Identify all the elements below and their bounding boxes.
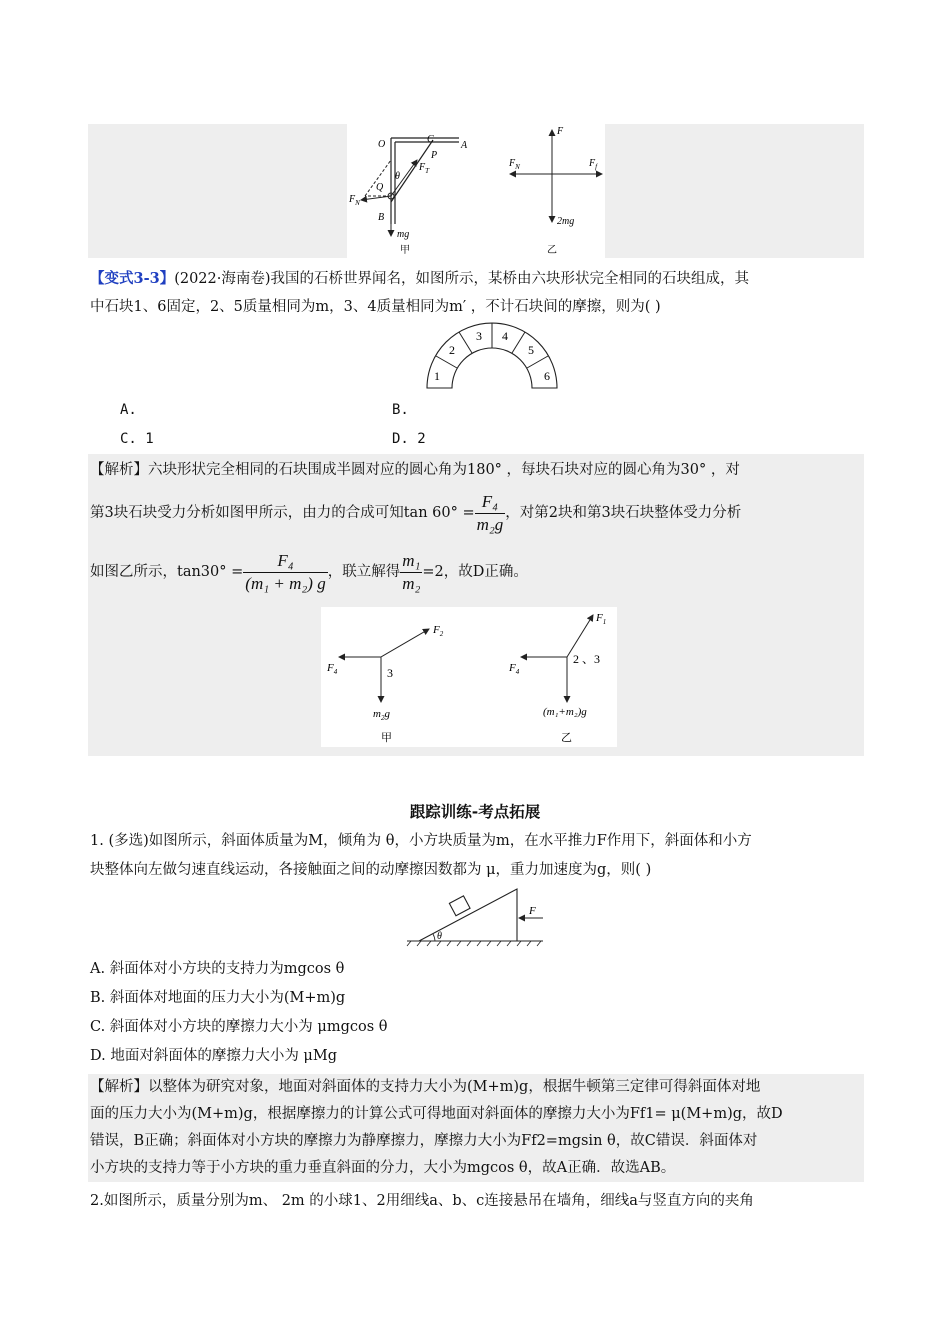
q1-line-1: 1. (多选)如图所示，斜面体质量为M，倾角为 θ，小方块质量为m，在水平推力F作用下，斜面体和小方 [90, 833, 752, 849]
variant-line-1 [90, 268, 865, 290]
analysis-1-text-3c: =2，故D正确。 [422, 564, 528, 580]
stone-3: 3 [476, 329, 482, 343]
analysis-1-text-2b: ，对第2块和第3块石块整体受力分析 [505, 505, 742, 521]
label-theta: θ [395, 171, 400, 182]
stone-1: 1 [434, 369, 440, 383]
label-m2g: $m_2g$ [373, 708, 390, 722]
option-d: D. 2 [392, 431, 426, 447]
label-P: P [431, 150, 438, 161]
option-a: A. [120, 402, 137, 418]
label-theta-incline: θ [437, 931, 442, 942]
q1-option-c: C. 斜面体对小方块的摩擦力大小为 μmgcos θ [90, 1019, 388, 1035]
label-stones-2-3: 2 、3 [573, 652, 601, 666]
q1-option-b: B. 斜面体对地面的压力大小为(M+m)g [90, 990, 346, 1006]
q2-line-1: 2.如图所示，质量分别为m、 2m 的小球1、2用细线a、b、c连接悬吊在墙角，细线a与竖直方向的夹角 [90, 1193, 754, 1209]
label-2mg: 2mg [557, 216, 575, 227]
force-diagrams-stones [321, 607, 617, 747]
label-F2: $F_2$ [433, 624, 444, 638]
q1-option-d: D. 地面对斜面体的摩擦力大小为 μMg [90, 1048, 337, 1064]
label-F4-right: $F_4$ [509, 662, 520, 676]
caption-yi-2: 乙 [561, 732, 572, 744]
label-B: B [378, 212, 385, 223]
section-title: 跟踪训练-考点拓展 [409, 803, 541, 821]
force-diagram-jia [347, 124, 605, 258]
fraction-denominator: m₂g [476, 514, 504, 534]
analysis-1-text-2a: 第3块石块受力分析如图甲所示，由力的合成可知tan 60° = [90, 505, 475, 521]
stone-6: 6 [544, 369, 550, 383]
stone-2: 2 [449, 343, 455, 357]
fraction-f4-over-sum [243, 550, 327, 595]
fraction-denominator: (m₁ + m₂) g [245, 573, 326, 593]
fraction-denominator: m₂ [402, 573, 421, 593]
analysis-2-line-2: 面的压力大小为(M+m)g，根据摩擦力的计算公式可得地面对斜面体的摩擦力大小为Ff1= μ(M+m)g，故D [90, 1106, 783, 1122]
analysis-1-text-3a: 如图乙所示，tan30° = [90, 564, 244, 580]
label-FN: $F_N$ [349, 194, 360, 207]
label-F1: $F_1$ [596, 612, 607, 626]
label-mg: mg [397, 229, 410, 240]
option-b: B. [392, 402, 409, 418]
fraction-m1-over-m2 [400, 550, 422, 595]
analysis-1-line-1: 【解析】六块形状完全相同的石块围成半圆对应的圆心角为180° ，每块石块对应的圆心角为30° ，对 [90, 462, 740, 478]
stone-5: 5 [528, 343, 534, 357]
option-c: C. 1 [120, 431, 154, 447]
incline-figure [405, 885, 547, 947]
label-m1m2g: (m₁+m₂)g [543, 706, 587, 718]
caption-jia: 甲 [400, 245, 410, 256]
label-F4-left: $F_4$ [327, 662, 338, 676]
fraction-f4-over-m2g [475, 491, 506, 536]
fraction-numerator: m₁ [400, 550, 422, 573]
q1-line-2: 块整体向左做匀速直线运动，各接触面之间的动摩擦因数都为 μ，重力加速度为g，则( ) [90, 862, 652, 878]
q1-option-a: A. 斜面体对小方块的支持力为mgcos θ [90, 961, 345, 977]
variant-text-1: (2022·海南卷)我国的石桥世界闻名，如图所示，某桥由六块形状完全相同的石块组成，其 [174, 271, 750, 287]
analysis-1-line-3 [90, 549, 865, 595]
label-C: C [427, 134, 434, 145]
fraction-numerator: F₄ [243, 550, 327, 573]
label-A: A [461, 140, 468, 151]
label-Ff: $F_f$ [589, 158, 598, 171]
caption-jia-2: 甲 [381, 732, 392, 744]
label-F-push: F [529, 905, 536, 917]
analysis-2-line-3: 错误，B正确；斜面体对小方块的摩擦力为静摩擦力，摩擦力大小为Ff2=mgsin θ，故C错误．斜面体对 [90, 1133, 758, 1149]
analysis-2-line-1: 【解析】以整体为研究对象，地面对斜面体的支持力大小为(M+m)g，根据牛顿第三定律可得斜面体对地 [90, 1079, 761, 1095]
stone-4: 4 [502, 329, 508, 343]
analysis-1-text-3b: ，联立解得 [327, 564, 401, 580]
top-figure-panel [347, 124, 605, 258]
label-FT: $F_T$ [419, 162, 430, 175]
fraction-numerator: F₄ [475, 491, 506, 514]
stone-bridge-figure [420, 320, 565, 392]
label-Q: Q [376, 182, 384, 193]
label-stone-3: 3 [387, 666, 393, 680]
analysis-1-figure-panel [321, 607, 617, 747]
caption-yi: 乙 [547, 245, 557, 256]
analysis-1-line-2 [90, 490, 865, 536]
label-F: F [557, 126, 564, 137]
variant-line-2: 中石块1、6固定，2、5质量相同为m，3、4质量相同为m′ ，不计石块间的摩擦，则为( ) [90, 299, 661, 315]
variant-tag: 【变式3-3】 [90, 270, 175, 287]
analysis-2-line-4: 小方块的支持力等于小方块的重力垂直斜面的分力，大小为mgcos θ，故A正确．故选AB。 [90, 1160, 676, 1176]
label-O: O [378, 139, 386, 150]
label-FN-right: $F_N$ [509, 158, 520, 171]
